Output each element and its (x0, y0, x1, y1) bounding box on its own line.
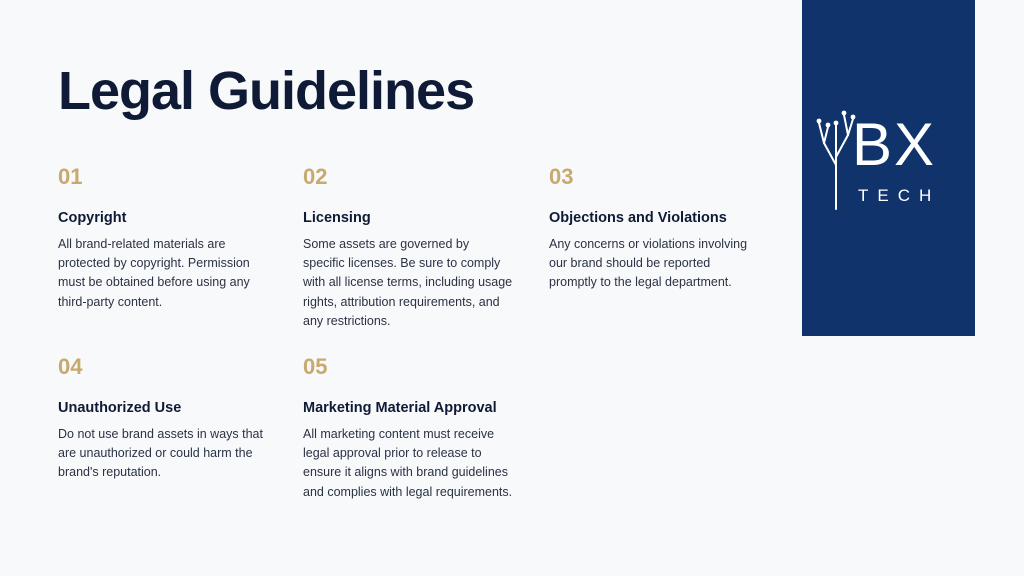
item-number: 04 (58, 354, 83, 379)
item-heading: Licensing (303, 210, 371, 226)
page-title: Legal Guidelines (58, 61, 475, 121)
item-number: 03 (549, 164, 574, 189)
guideline-item-marketing-approval (303, 356, 513, 502)
item-number: 05 (303, 354, 328, 379)
item-heading: Copyright (58, 210, 127, 226)
item-body: Any concerns or violations involving our brand should be reported promptly to the legal department. (549, 237, 748, 290)
item-body: Do not use brand assets in ways that are unauthorized or could harm the brand's reputation. (58, 427, 263, 480)
guideline-item-objections (549, 166, 749, 293)
item-number: 02 (303, 164, 328, 189)
logo-subtext: TECH (858, 186, 941, 205)
brand-panel (802, 0, 975, 336)
item-body: All marketing content must receive legal approval prior to release to ensure it aligns with brand guidelines and complies with legal requirements. (303, 427, 513, 499)
item-body: Some assets are governed by specific licenses. Be sure to comply with all license terms, including usage rights, attribution requirements, and any restrictions. (303, 237, 513, 328)
guideline-item-licensing (303, 166, 513, 331)
item-number: 01 (58, 164, 83, 189)
guideline-item-copyright (58, 166, 273, 312)
brand-logo (814, 105, 964, 215)
logo-wordmark: BX (852, 111, 937, 178)
guideline-item-unauthorized-use (58, 356, 263, 483)
item-heading: Unauthorized Use (58, 400, 182, 416)
item-heading: Marketing Material Approval (303, 400, 497, 416)
item-body: All brand-related materials are protected by copyright. Permission must be obtained before using any third-party content. (58, 237, 250, 309)
item-heading: Objections and Violations (549, 210, 727, 226)
